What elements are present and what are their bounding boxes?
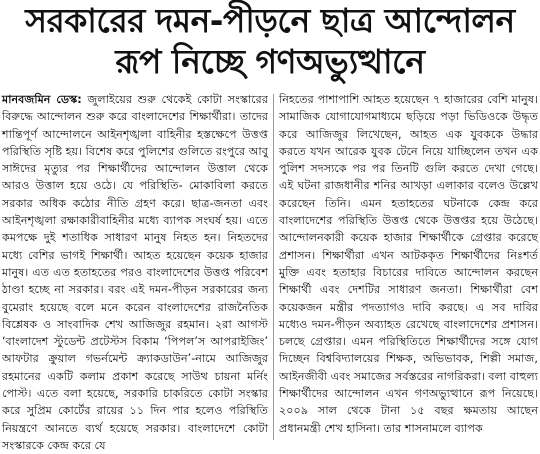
dateline: মানবজমিন ডেস্ক: [2, 93, 82, 106]
column-divider [273, 94, 274, 440]
article-text-left: জুলাইয়ের শুরু থেকেই কোটা সংস্কারের বিরুদ্ধে আন্দোলন শুরু করে বাংলাদেশের শিক্ষার্থীরা। তাদের শান্তিপূর্ণ আন্দোলনে আইনশৃঙ্খলা বাহিনীর হস্তক্ষেপে উত্তপ্ত পরিস্থিতি সৃষ্টি হয়। বিশেষ করে পুলিশের গুলিতে রংপুরে আবু সাঈদের মৃত্যুর পর শিক্ষার্থীদের আন্দোলন উত্তাল থেকে আরও উত্তাল হয়ে ওঠে। যে পরিস্থিতি- মোকাবিলা করতে সরকার অধিক কঠোর নীতি গ্রহণ করে। ছাত্র-জনতা এবং আইনশৃঙ্খলা রক্ষাকারীবাহিনীর মধ্যে ব্যাপক সংঘর্ষ হয়। এতে কমপক্ষে দুই শতাধিক সাধারণ মানুষ নিহত হন। নিহতদের মধ্যে বেশির ভাগই শিক্ষার্থী। আহত হয়েছেন কয়েক হাজার মানুষ। এত এত হতাহতের পরও বাংলাদেশের উত্তপ্ত পরিবেশ ঠাণ্ডা হচ্ছে না সরকার। বরং এই দমন-পীড়ন সরকারের জন্য বুমেরাং হয়েছে বলে মনে করেন বাংলাদেশের রাজনৈতিক বিশ্লেষক ও সাংবাদিক শেখ আজিজুর রহমান। ২রা আগস্ট ‘বাংলাদেশ স্টুডেন্ট প্রটেস্টস বিকাম ‘পিপল’স আপরাইজিং’ আফটার ক্রুয়াল গভর্নমেন্ট ক্র্যাকডাউন’-নামে আজিজুর রহমানের একটি কলাম প্রকাশ করেছে সাউথ চায়না মর্নিং পোস্ট। এতে বলা হয়েছে, সরকারি চাকরিতে কোটা সংস্কার করে সুপ্রিম কোর্টের রায়ের ১১ দিন পার হলেও পরিস্থিতি নিয়ন্ত্রণে আনতে ব্যর্থ হয়েছে সরকার। বাংলাদেশে কোটা সংস্কারকে কেন্দ্র করে যে [2, 93, 268, 452]
article-column-right [279, 91, 538, 440]
article-column-left [2, 91, 268, 452]
article-text-right: নিহতের পাশাপাশি আহত হয়েছেন ৭ হাজারের বেশি মানুষ। সামাজিক যোগাযোগমাধ্যমে ছড়িয়ে পড়া ভিডিওকে উদ্ধৃত করে আজিজুর লিখেছেন, আহত এক যুবককে উদ্ধার করতে যখন আরেক যুবক টেনে নিয়ে যাচ্ছিলেন তখন এক পুলিশ সদস্যকে পর পর তিনটি গুলি করতে দেখা গেছে। এই ঘটনা রাজধানীর শনির আখড়া এলাকার বলেও উল্লেখ করেছেন তিনি। এমন হতাহতের ঘটনাকে কেন্দ্র করে বাংলাদেশের পরিস্থিতি উত্তপ্ত থেকে উত্তপ্তর হয়ে উঠেছে। আন্দোলনকারী কয়েক হাজার শিক্ষার্থীকে গ্রেপ্তার করেছে প্রশাসন। শিক্ষার্থীরা এখন আটককৃত শিক্ষার্থীদের নিঃশর্ত মুক্তি এবং হতাহার বিচারের দাবিতে আন্দোলন করছেন শিক্ষার্থী এবং দেশটির সাধারণ জনতা। শিক্ষার্থীরা বেশ কয়েকজন মন্ত্রীর পদত্যাগও দাবি করছে। এ সব দাবির মধ্যেও দমন-পীড়ন অব্যাহত রেখেছে বাংলাদেশের প্রশাসন। চলছে গ্রেপ্তার। এমন পরিস্থিতিতে শিক্ষার্থীদের সঙ্গে যোগ দিচ্ছেন বিশ্ববিদ্যালয়ের শিক্ষক, অভিভাবক, শিল্পী সমাজ, আইনজীবী এবং সমাজের সর্বস্তরের নাগরিকরা। বলা বাহুল্য শিক্ষার্থীদের আন্দোলন এখন গণঅভ্যুত্থানে রূপ নিয়েছে। ২০০৯ সাল থেকে টানা ১৫ বছর ক্ষমতায় আছেন প্রধানমন্ত্রী শেখ হাসিনা। তার শাসনামলে ব্যাপক [279, 93, 538, 435]
article-paragraph-left [2, 91, 268, 454]
headline-line-1: সরকারের দমন-পীড়নে ছাত্র আন্দোলন [25, 1, 515, 40]
headline-line-2: রূপ নিচ্ছে গণঅভ্যুত্থানে [115, 42, 425, 81]
headline [0, 0, 540, 80]
